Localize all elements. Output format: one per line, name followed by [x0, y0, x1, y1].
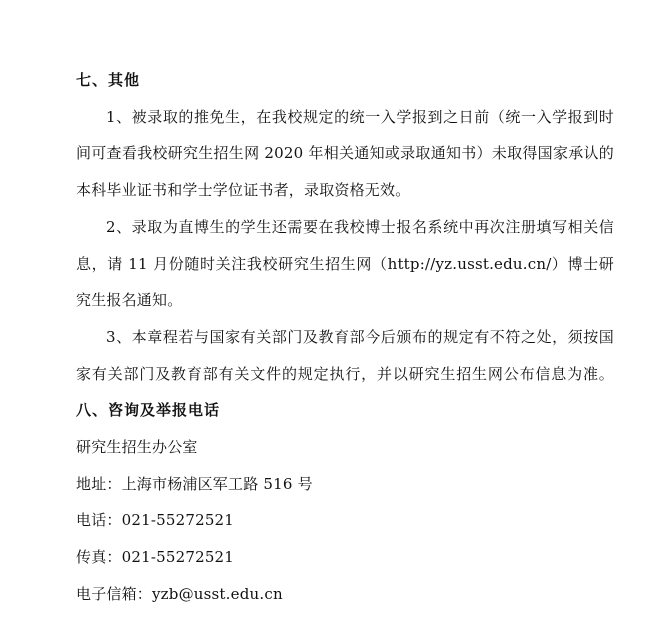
item-2-line-3: 究生报名通知。 — [76, 291, 183, 309]
email-line: 电子信箱：yzb@usst.edu.cn — [76, 585, 283, 603]
item-3-line-1: 3、本章程若与国家有关部门及教育部今后颁布的规定有不符之处，须按国 — [106, 328, 614, 346]
item-1-line-2: 间可查看我校研究生招生网 2020 年相关通知或录取通知书）未取得国家承认的 — [76, 144, 614, 162]
item-1-line-1: 1、被录取的推免生，在我校规定的统一入学报到之日前（统一入学报到时 — [106, 108, 614, 126]
item-2-line-1: 2、录取为直博生的学生还需要在我校博士报名系统中再次注册填写相关信 — [106, 218, 614, 236]
item-3-line-2: 家有关部门及教育部有关文件的规定执行，并以研究生招生网公布信息为准。 — [76, 365, 614, 383]
address-line: 地址：上海市杨浦区军工路 516 号 — [76, 475, 313, 493]
phone-line: 电话：021-55272521 — [76, 511, 235, 529]
section-8-heading: 八、咨询及举报电话 — [76, 401, 221, 419]
fax-line: 传真：021-55272521 — [76, 548, 235, 566]
office-name: 研究生招生办公室 — [76, 438, 198, 456]
item-2-line-2: 息，请 11 月份随时关注我校研究生招生网（http://yz.usst.edu.cn/）博士研 — [76, 255, 614, 273]
section-7-heading: 七、其他 — [76, 71, 141, 89]
item-1-line-3: 本科毕业证书和学士学位证书者，录取资格无效。 — [76, 181, 411, 199]
